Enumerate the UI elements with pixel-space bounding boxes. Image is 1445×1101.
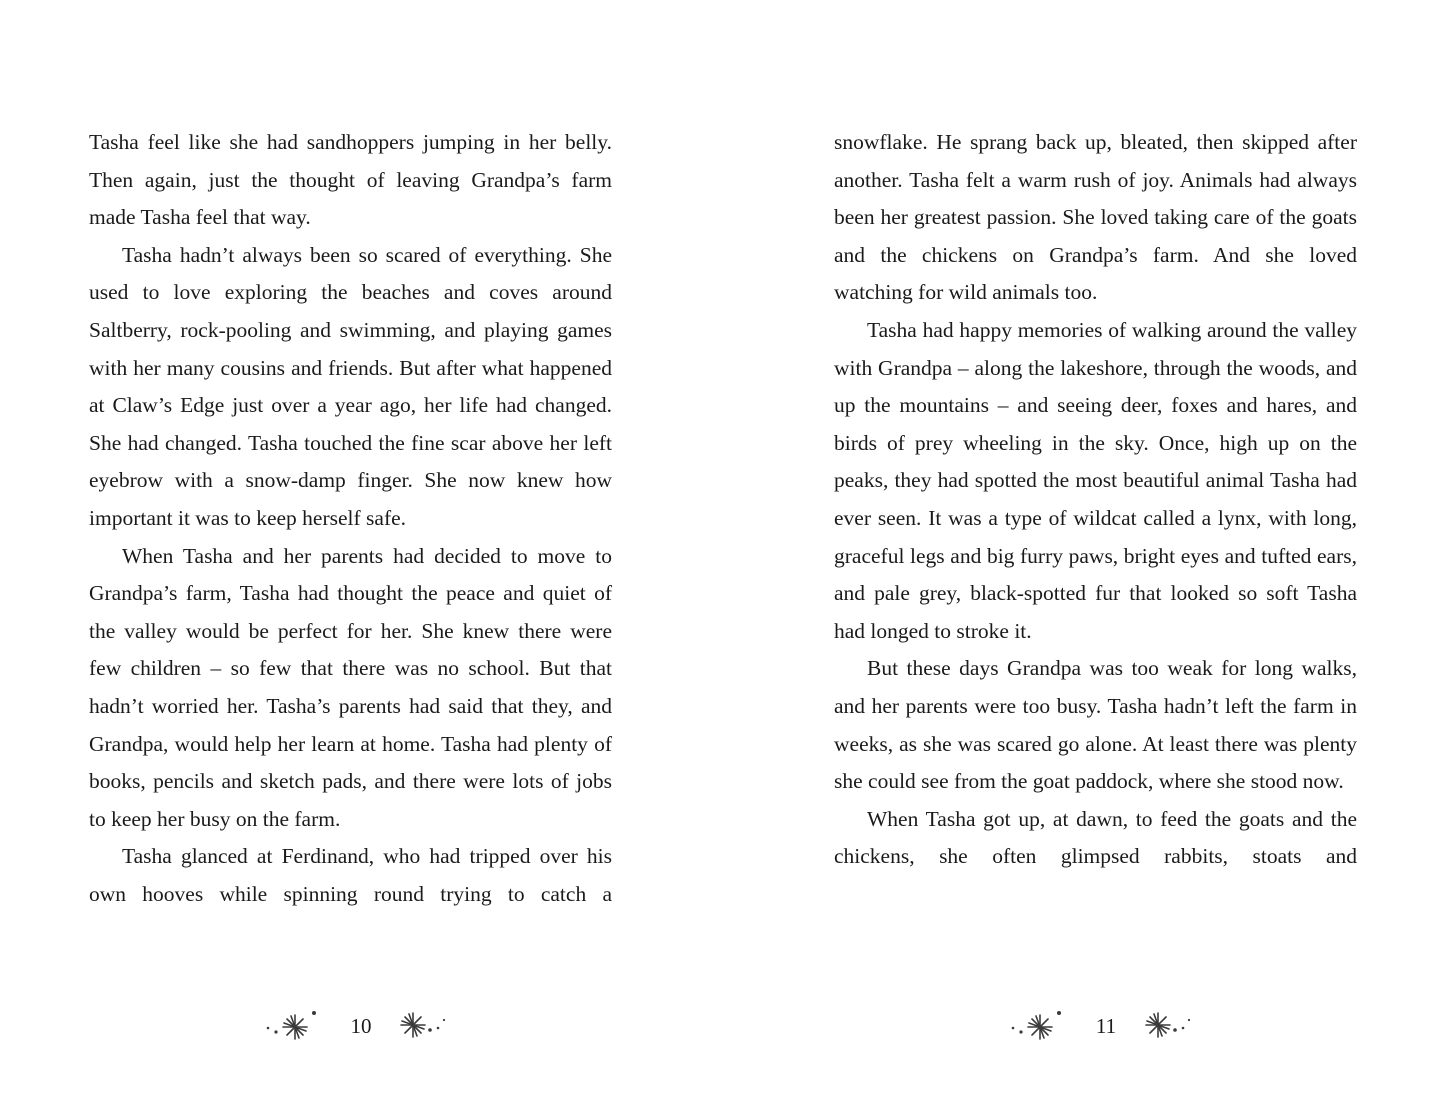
paragraph: Tasha had happy memories of walking around the valley with Grandpa – along the lakeshore, through the woods, and up the mountains – and seeing deer, foxes and hares, and birds of prey wheeling in the sky. Once, high up on the peaks, they had spotted the most beautiful animal Tasha had ever seen. It was a type of wildcat called a lynx, with long, graceful legs and big furry paws, bright eyes and tufted ears, and pale grey, black-spotted fur that looked so soft Tasha had longed to stroke it. bbox=[834, 317, 1357, 643]
paragraph: Tasha feel like she had sandhoppers jumping in her belly. Then again, just the thought of leaving Grandpa’s farm made Tasha feel that way. bbox=[89, 130, 612, 230]
paragraph: But these days Grandpa was too weak for long walks, and her parents were too busy. Tasha hadn’t left the farm in weeks, as she was scared go alone. At least there was plenty she could see from the goat paddock, where she stood now. bbox=[834, 656, 1357, 794]
sparkle-icon bbox=[262, 1008, 322, 1044]
sparkle-icon bbox=[1145, 1008, 1205, 1044]
page-number: 11 bbox=[1095, 1013, 1117, 1038]
paragraph: Tasha hadn’t always been so scared of everything. She used to love exploring the beaches and coves around Saltberry, rock-pooling and swimming, and playing games with her many cousins and friends. But after what happened at Claw’s Edge just over a year ago, her life had changed. She had changed. Tasha touched the fine scar above her left eyebrow with a snow-damp finger. She now knew how important it was to keep herself safe. bbox=[89, 242, 612, 530]
right-page-text bbox=[834, 124, 1357, 876]
page-number-footer-left bbox=[262, 1008, 460, 1044]
paragraph: Tasha glanced at Ferdinand, who had tripped over his own hooves while spinning round trying to catch a bbox=[89, 844, 612, 906]
page-number: 10 bbox=[350, 1013, 372, 1038]
sparkle-icon bbox=[1007, 1008, 1067, 1044]
left-page-text bbox=[89, 124, 612, 913]
page-number-footer-right bbox=[1007, 1008, 1205, 1044]
paragraph: When Tasha got up, at dawn, to feed the goats and the chickens, she often glimpsed rabbits, stoats and bbox=[834, 806, 1357, 869]
paragraph: snowflake. He sprang back up, bleated, then skipped after another. Tasha felt a warm rush of joy. Animals had always been her greatest passion. She loved taking care of the goats and the chickens on Grandpa’s farm. And she loved watching for wild animals too. bbox=[834, 130, 1357, 305]
paragraph: When Tasha and her parents had decided to move to Grandpa’s farm, Tasha had thought the peace and quiet of the valley would be perfect for her. She knew there were few children – so few that there was no school. But that hadn’t worried her. Tasha’s parents had said that they, and Grandpa, would help her learn at home. Tasha had plenty of books, pencils and sketch pads, and there were lots of jobs to keep her busy on the farm. bbox=[89, 543, 612, 831]
sparkle-icon bbox=[400, 1008, 460, 1044]
